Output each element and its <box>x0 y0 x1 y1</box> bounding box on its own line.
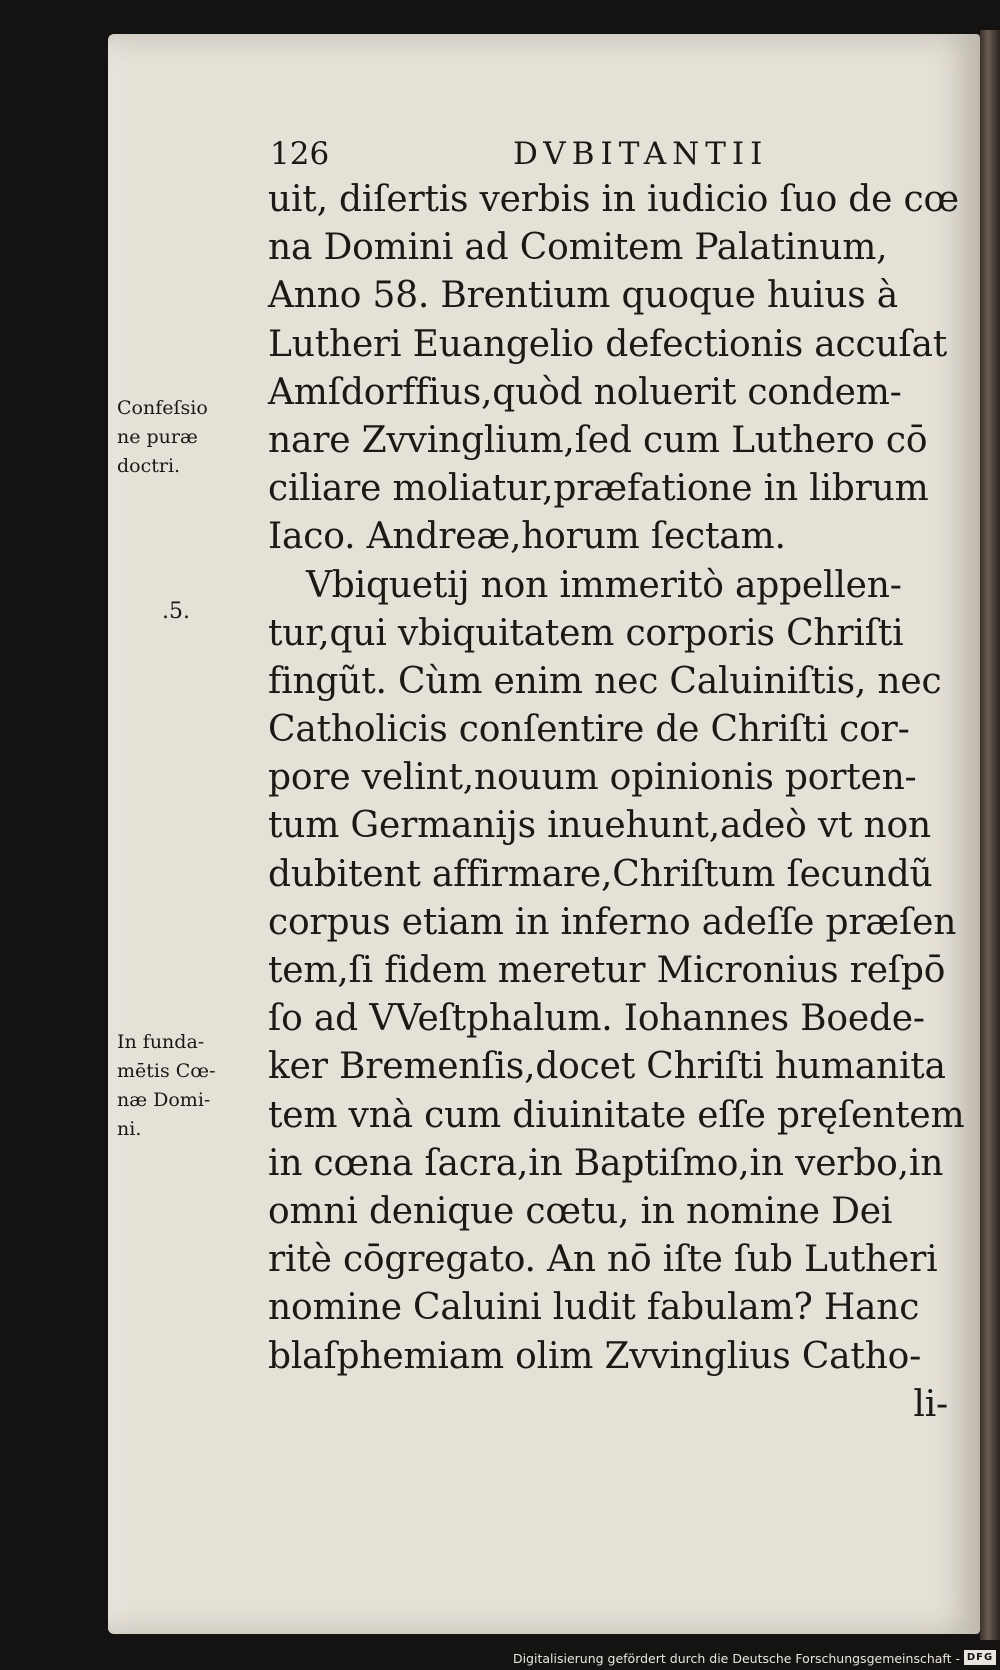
text-line: corpus etiam in inferno adeſſe præſen <box>268 901 957 943</box>
paragraph-start-line: Vbiquetij non immeritò appellen- <box>306 564 902 606</box>
text-line: tum Germanijs inuehunt,adeò vt non <box>268 805 931 847</box>
text-line: in cœna ſacra,in Baptiſmo,in verbo,in <box>268 1142 944 1184</box>
text-line: Amſdorffius,quòd noluerit condem- <box>268 371 902 413</box>
margin-note-line: næ Domi- <box>117 1089 211 1111</box>
text-line: Iaco. Andreæ,horum ſectam. <box>268 516 786 558</box>
margin-note-line: In funda- <box>117 1031 205 1053</box>
text-line: na Domini ad Comitem Palatinum, <box>268 227 888 269</box>
body-text <box>268 176 965 1429</box>
text-line: Catholicis conſentire de Chriſti cor- <box>268 709 910 751</box>
margin-note-line: ni. <box>117 1118 142 1140</box>
page-number: 126 <box>270 136 330 172</box>
text-line: ciliare moliatur,præfatione in librum <box>268 468 929 510</box>
catchword: li- <box>913 1383 948 1425</box>
text-line: ſo ad VVeſtphalum. Iohannes Boede- <box>268 998 925 1040</box>
text-line: tem,ſi fidem meretur Micronius reſpō <box>268 950 946 991</box>
text-line: ritè cōgregato. An nō iſte ſub Lutheri <box>268 1239 938 1281</box>
text-line: dubitent affirmare,Chriſtum ſecundũ <box>268 853 933 895</box>
funding-credit: Digitalisierung gefördert durch die Deutsche Forschungsgemeinschaft - <box>512 1651 960 1666</box>
text-line: tem vnà cum diuinitate eſſe pręſentem <box>268 1094 965 1136</box>
text-line: Lutheri Euangelio defectionis accuſat <box>268 323 948 365</box>
text-line: ker Bremenſis,docet Chriſti humanita <box>268 1046 946 1088</box>
dfg-logo: DFG <box>964 1650 996 1665</box>
text-line: tur,qui vbiquitatem corporis Chriſti <box>268 612 904 654</box>
text-line: blaſphemiam olim Zvvinglius Catho- <box>268 1335 922 1377</box>
text-line: fingũt. Cùm enim nec Caluiniſtis, nec <box>268 660 942 702</box>
text-line: Anno 58. Brentium quoque huius à <box>268 275 899 317</box>
text-line: omni denique cœtu, in nomine Dei <box>268 1190 893 1232</box>
margin-note-fundamentis <box>117 1028 216 1144</box>
margin-note-line: Confeſsio <box>117 397 208 419</box>
digitization-footer <box>0 1646 1000 1670</box>
text-line: nomine Caluini ludit fabulam? Hanc <box>268 1287 920 1329</box>
book-edge <box>980 30 1000 1640</box>
margin-note-line: mētis Cœ- <box>117 1060 216 1082</box>
margin-note-line: doctri. <box>117 455 181 477</box>
text-line: pore velint,nouum opinionis porten- <box>268 757 917 799</box>
margin-note-confessio <box>117 394 208 481</box>
text-line: nare Zvvinglium,ſed cum Luthero cō <box>268 419 928 461</box>
running-title: DVBITANTII <box>513 136 769 172</box>
text-line: uit, diſertis verbis in iudicio ſuo de cœ <box>268 179 959 220</box>
page-header <box>270 136 960 176</box>
margin-note-line: ne puræ <box>117 426 198 448</box>
margin-note-number: .5. <box>162 599 190 624</box>
